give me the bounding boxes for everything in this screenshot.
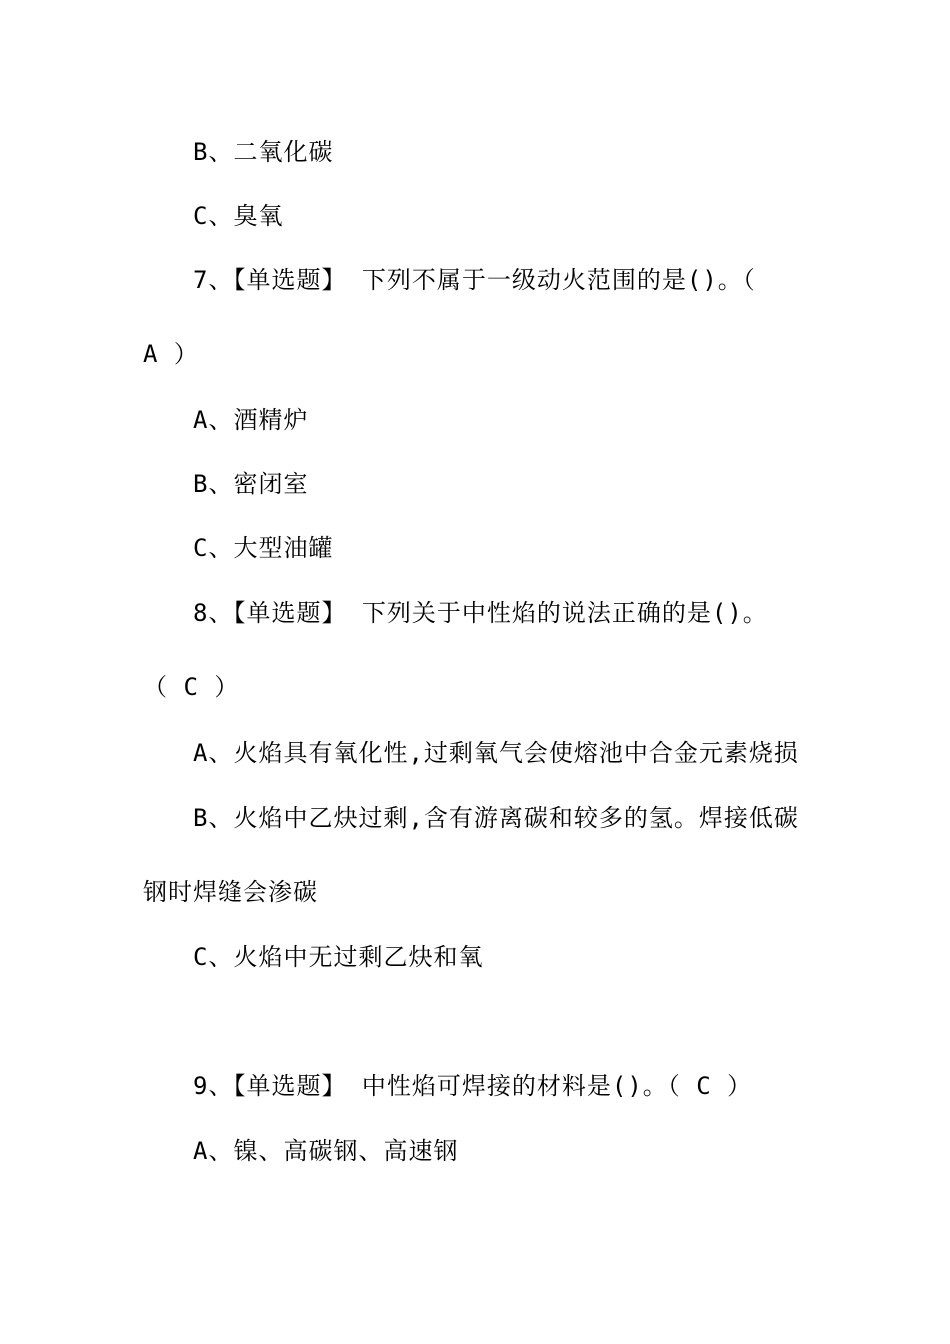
q6-option-b: B、二氧化碳 [193,138,334,166]
q7-answer: A ） [143,340,199,368]
q9-question: 9、【单选题】 中性焰可焊接的材料是()。（ C ） [193,1072,753,1100]
q8-answer: （ C ） [143,673,240,701]
q9-option-a: A、镍、高碳钢、高速钢 [193,1137,459,1165]
q8-option-b-continued: 钢时焊缝会渗碳 [143,878,318,906]
q7-option-c: C、大型油罐 [193,534,334,562]
q8-option-a: A、火焰具有氧化性,过剩氧气会使熔池中合金元素烧损 [193,739,799,767]
q7-option-b: B、密闭室 [193,470,309,498]
q7-question: 7、【单选题】 下列不属于一级动火范围的是()。（ [193,266,756,294]
q7-option-a: A、酒精炉 [193,406,309,434]
q8-option-b: B、火焰中乙炔过剩,含有游离碳和较多的氢。焊接低碳 [193,804,799,832]
q8-question: 8、【单选题】 下列关于中性焰的说法正确的是()。 [193,599,768,627]
q8-option-c: C、火焰中无过剩乙炔和氧 [193,943,484,971]
q6-option-c: C、臭氧 [193,202,284,230]
